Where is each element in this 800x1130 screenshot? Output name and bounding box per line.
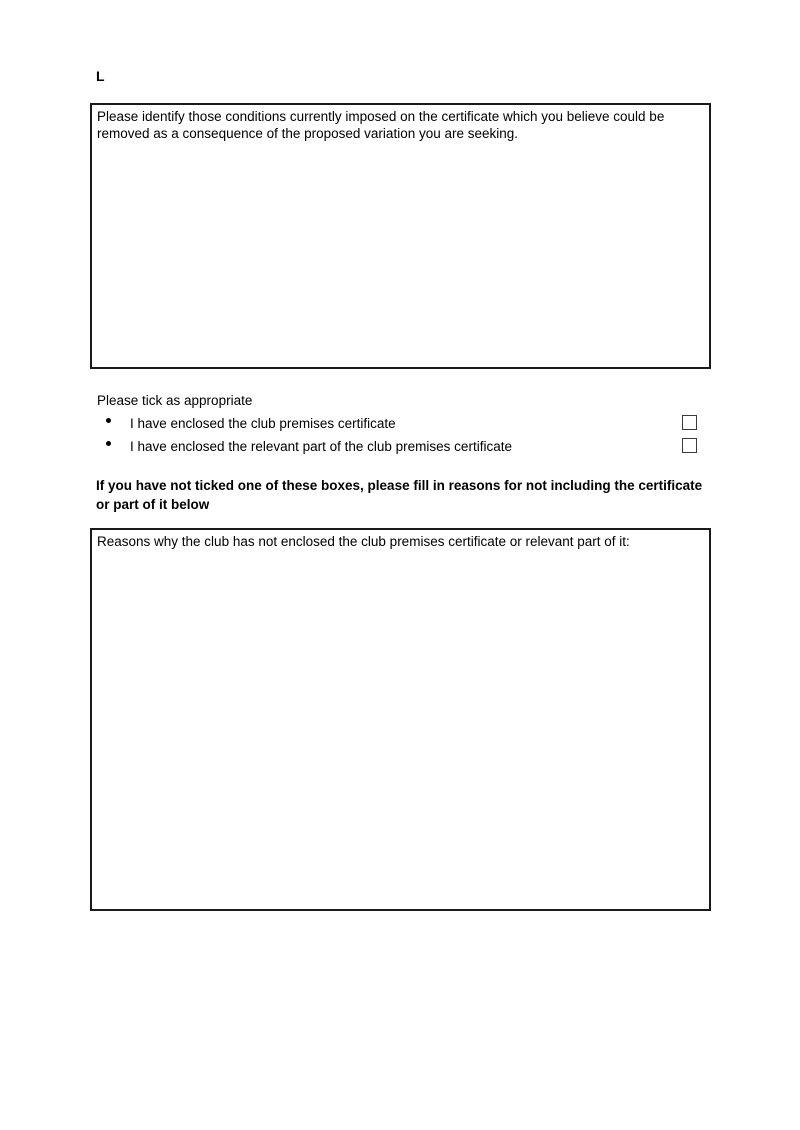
tick-item-label: I have enclosed the relevant part of the club premises certificate [130, 439, 512, 454]
tick-item-relevant-part-enclosed [105, 436, 697, 459]
tick-instruction: Please tick as appropriate [97, 393, 253, 408]
bullet-icon [106, 418, 111, 423]
not-ticked-instruction: If you have not ticked one of these boxes, please fill in reasons for not including the certificate or part of it below [96, 478, 703, 512]
tick-item-certificate-enclosed [105, 413, 697, 436]
reasons-not-enclosed-textbox[interactable] [90, 528, 711, 911]
section-label: L [96, 68, 105, 84]
conditions-to-remove-prompt: Please identify those conditions currently imposed on the certificate which you believe could be removed as a consequence of the proposed variation you are seeking. [97, 109, 665, 141]
checkbox-relevant-part-enclosed[interactable] [682, 438, 697, 453]
conditions-to-remove-textbox[interactable] [90, 103, 711, 369]
checkbox-certificate-enclosed[interactable] [682, 415, 697, 430]
bullet-icon [106, 441, 111, 446]
tick-item-label: I have enclosed the club premises certificate [130, 416, 396, 431]
reasons-not-enclosed-prompt: Reasons why the club has not enclosed the club premises certificate or relevant part of it: [97, 534, 630, 549]
